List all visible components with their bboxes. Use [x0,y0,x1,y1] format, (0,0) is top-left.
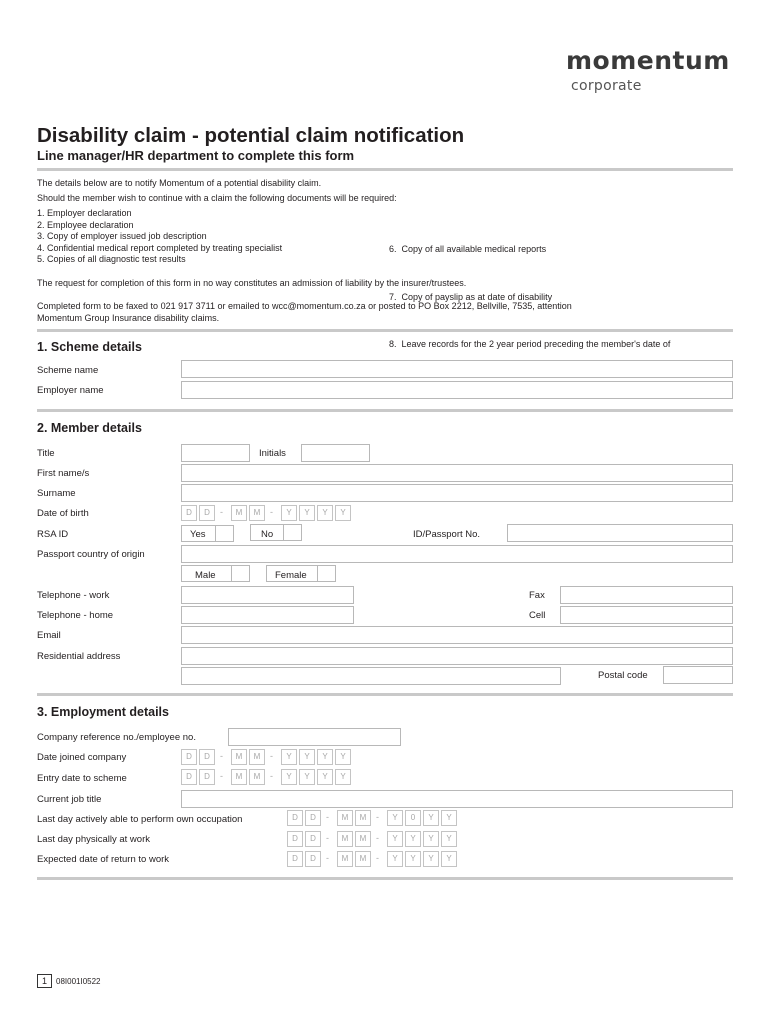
job-title-label: Current job title [37,794,102,805]
date-digit-cell[interactable]: D [181,749,197,765]
date-digit-cell[interactable]: M [355,831,371,847]
list-item: 1. Employer declaration [37,208,132,218]
company-ref-label: Company reference no./employee no. [37,732,196,743]
date-digit-cell[interactable]: M [249,505,265,521]
date-digit-cell[interactable]: Y [387,810,403,826]
id-passport-label: ID/Passport No. [413,529,481,540]
female-label: Female [275,570,307,581]
date-digit-cell[interactable]: M [337,851,353,867]
cell-label: Cell [529,610,546,621]
date-digit-cell[interactable]: D [287,831,303,847]
documents-list-left [37,208,282,266]
date-digit-cell[interactable]: D [305,851,321,867]
date-digit-cell[interactable]: M [249,749,265,765]
date-separator: - [220,507,223,517]
date-digit-cell[interactable]: M [337,810,353,826]
date-digit-cell[interactable]: M [249,769,265,785]
employer-name-field[interactable] [181,381,733,399]
date-digit-cell[interactable]: Y [405,831,421,847]
date-digit-cell[interactable]: M [231,769,247,785]
title-label: Title [37,448,55,459]
date-separator: - [326,853,329,863]
last-day-physically-label: Last day physically at work [37,834,150,845]
scheme-name-field[interactable] [181,360,733,378]
telephone-work-label: Telephone - work [37,590,110,601]
initials-field[interactable] [301,444,370,462]
entry-date-label: Entry date to scheme [37,773,127,784]
date-digit-cell[interactable]: Y [281,769,297,785]
liability-note: The request for completion of this form in no way constitutes an admission of liability by the insurer/trustees. [37,278,467,288]
divider [37,409,733,412]
date-digit-cell[interactable]: 0 [405,810,421,826]
date-separator: - [376,833,379,843]
scheme-name-label: Scheme name [37,365,99,376]
company-ref-field[interactable] [228,728,401,746]
employer-name-label: Employer name [37,385,104,396]
title-field[interactable] [181,444,250,462]
list-item: 8. Leave records for the 2 year period preceding the member's date of [389,339,671,349]
date-digit-cell[interactable]: Y [299,749,315,765]
surname-field[interactable] [181,484,733,502]
postal-code-field[interactable] [663,666,733,684]
date-digit-cell[interactable]: Y [317,769,333,785]
telephone-home-field[interactable] [181,606,354,624]
date-separator: - [220,751,223,761]
surname-label: Surname [37,488,76,499]
submission-line-1: Completed form to be faxed to 021 917 3711 or emailed to wcc@momentum.co.za or posted to PO Box 2212, Bellville, 7535, attention [37,301,572,311]
date-separator: - [270,507,273,517]
date-digit-cell[interactable]: D [305,831,321,847]
gender-female-checkbox[interactable] [317,565,336,582]
passport-country-label: Passport country of origin [37,549,145,560]
date-digit-cell[interactable]: Y [299,505,315,521]
date-digit-cell[interactable]: Y [317,749,333,765]
dob-label: Date of birth [37,508,89,519]
email-field[interactable] [181,626,733,644]
date-digit-cell[interactable]: D [287,851,303,867]
date-digit-cell[interactable]: M [231,749,247,765]
form-subtitle: Line manager/HR department to complete this form [37,148,355,163]
cell-field[interactable] [560,606,733,624]
list-item: 2. Employee declaration [37,219,134,230]
no-label: No [261,529,274,540]
date-separator: - [270,751,273,761]
date-digit-cell[interactable]: D [287,810,303,826]
date-separator: - [326,833,329,843]
date-digit-cell[interactable]: Y [423,851,439,867]
fax-label: Fax [529,590,545,601]
section-heading-member: 2. Member details [37,421,142,435]
fax-field[interactable] [560,586,733,604]
list-item: 6. Copy of all available medical reports [389,244,547,254]
first-names-label: First name/s [37,468,90,479]
date-digit-cell[interactable]: D [181,505,197,521]
date-digit-cell[interactable]: Y [423,810,439,826]
divider [37,693,733,696]
date-digit-cell[interactable]: Y [335,749,351,765]
date-digit-cell[interactable]: Y [441,810,457,826]
last-day-actively-label: Last day actively able to perform own occupation [37,814,243,825]
logo-subtitle: corporate [571,78,642,94]
page-number: 1 [37,974,52,988]
divider [37,877,733,880]
date-digit-cell[interactable]: Y [405,851,421,867]
first-names-field[interactable] [181,464,733,482]
date-digit-cell[interactable]: Y [387,831,403,847]
residential-address-label: Residential address [37,651,121,662]
job-title-field[interactable] [181,790,733,808]
expected-return-label: Expected date of return to work [37,854,170,865]
email-label: Email [37,630,61,641]
intro-line-2: Should the member wish to continue with a claim the following documents will be required: [37,193,397,203]
list-item: 7. Copy of payslip as at date of disability [389,291,553,302]
date-digit-cell[interactable]: M [355,851,371,867]
list-item: 4. Confidential medical report completed by treating specialist [37,242,283,253]
submission-line-2: Momentum Group Insurance disability claims. [37,313,220,323]
rsa-id-no-checkbox[interactable] [283,524,302,541]
date-digit-cell[interactable]: Y [441,831,457,847]
date-separator: - [326,812,329,822]
date-digit-cell[interactable]: Y [335,769,351,785]
list-item: 3. Copy of employer issued job description [37,231,207,241]
date-digit-cell[interactable]: Y [281,749,297,765]
date-digit-cell[interactable]: D [305,810,321,826]
form-code: 08I001I0522 [56,977,101,986]
date-digit-cell[interactable]: M [337,831,353,847]
date-separator: - [220,771,223,781]
male-label: Male [195,570,216,581]
date-digit-cell[interactable]: D [199,749,215,765]
date-joined-label: Date joined company [37,752,127,763]
residential-address-line-2[interactable] [181,667,561,685]
id-passport-field[interactable] [507,524,733,542]
date-digit-cell[interactable]: M [355,810,371,826]
date-digit-cell[interactable]: M [231,505,247,521]
date-digit-cell[interactable]: Y [387,851,403,867]
date-digit-cell[interactable]: Y [281,505,297,521]
telephone-work-field[interactable] [181,586,354,604]
gender-male-checkbox[interactable] [231,565,250,582]
telephone-home-label: Telephone - home [37,610,114,621]
section-heading-scheme: 1. Scheme details [37,340,142,354]
residential-address-line-1[interactable] [181,647,733,665]
date-separator: - [376,812,379,822]
list-item: 5. Copies of all diagnostic test results [37,254,186,264]
date-digit-cell[interactable]: D [199,505,215,521]
date-digit-cell[interactable]: Y [335,505,351,521]
intro-line-1: The details below are to notify Momentum of a potential disability claim. [37,178,322,188]
date-digit-cell[interactable]: Y [441,851,457,867]
date-digit-cell[interactable]: Y [299,769,315,785]
section-heading-employment: 3. Employment details [37,705,169,719]
yes-label: Yes [190,529,206,540]
rsa-id-yes-checkbox[interactable] [215,525,234,542]
date-separator: - [270,771,273,781]
date-digit-cell[interactable]: Y [317,505,333,521]
rsa-id-label: RSA ID [37,529,69,540]
divider [37,168,733,171]
divider [37,329,733,332]
momentum-logo: momentum [566,46,730,75]
postal-code-label: Postal code [598,670,648,681]
date-digit-cell[interactable]: D [199,769,215,785]
initials-label: Initials [259,448,286,459]
form-title: Disability claim - potential claim notification [37,124,465,147]
date-digit-cell[interactable]: D [181,769,197,785]
date-separator: - [376,853,379,863]
passport-country-field[interactable] [181,545,733,563]
date-digit-cell[interactable]: Y [423,831,439,847]
